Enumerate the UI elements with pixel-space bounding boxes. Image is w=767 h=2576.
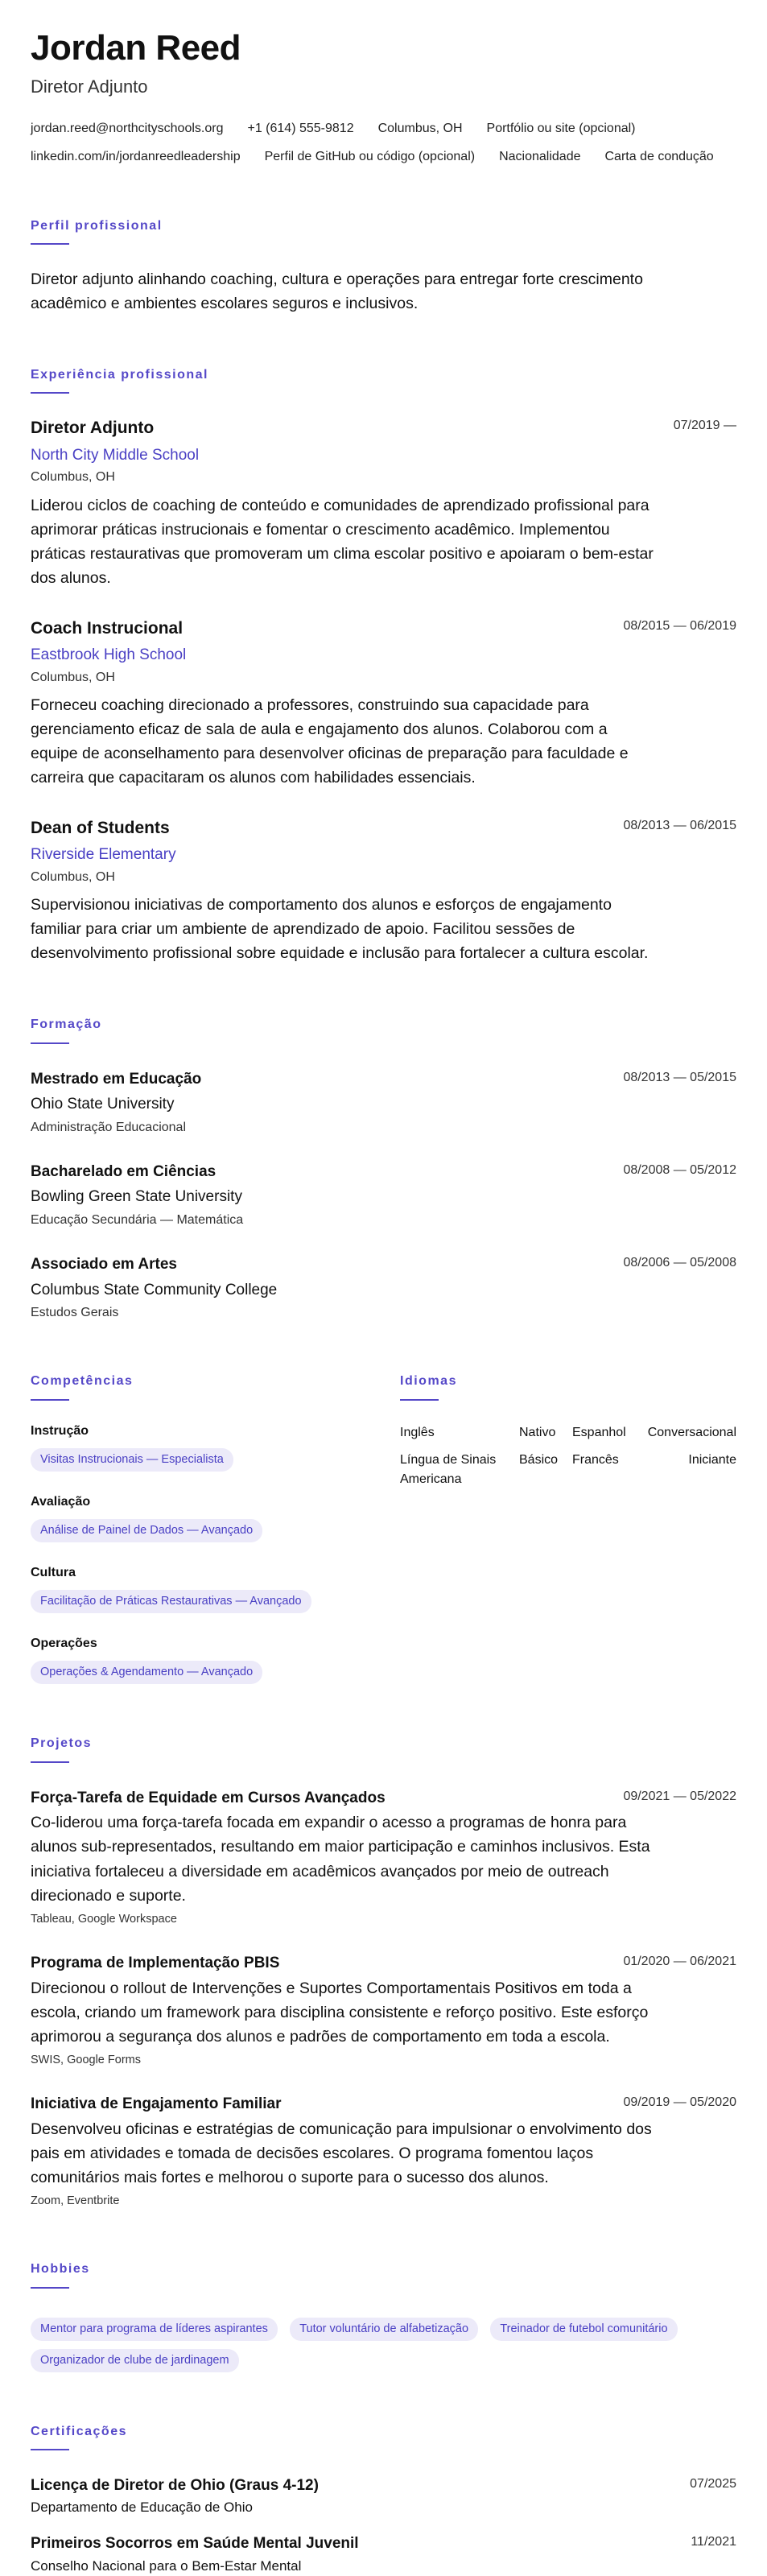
section-divider — [31, 392, 69, 394]
section-title: Perfil profissional — [31, 218, 163, 233]
section-divider — [31, 1042, 69, 1044]
summary-section — [31, 217, 736, 316]
project-name: Iniciativa de Engajamento Familiar — [31, 2095, 282, 2113]
certification-name: Licença de Diretor de Ohio (Graus 4-12) — [31, 2476, 319, 2494]
projects-section — [31, 1734, 736, 2210]
section-divider — [31, 2449, 69, 2450]
resume-header — [31, 29, 736, 167]
candidate-name: Jordan Reed — [31, 28, 241, 68]
experience-summary: Supervisionou iniciativas de comportamento dos alunos e esforços de engajamento familiar para criar um ambiente de aprendizado de apoio. Facilitou sessões de desenvolvimento profissional sobre equidade e inclusão para fortalecer a cultura escolar. — [31, 895, 649, 963]
hobbies-section — [31, 2260, 736, 2372]
project-date: 09/2021 — 05/2022 — [623, 1789, 736, 1803]
skill-keyword: Visitas Instrucionais — Especialista — [31, 1448, 233, 1472]
certification-item — [31, 2533, 736, 2576]
projects-list — [31, 1787, 736, 2211]
skill-name: Operações — [31, 1637, 97, 1651]
project-description: Co-liderou uma força-tarefa focada em expandir o acesso a programas de honra para alunos sub-representados, resultando em maior participação e caminhos inclusivos. Esta iniciativa fortaleceu a diversidade em acadêmicos avançados por meio de outreach direcionado e suporte. — [31, 1814, 650, 1905]
language-fluency: Conversacional — [647, 1425, 736, 1439]
contact-driving-license: Carta de condução — [604, 150, 714, 164]
language-name: Francês — [572, 1452, 619, 1467]
certification-name: Primeiros Socorros em Saúde Mental Juvenil — [31, 2535, 359, 2553]
contact-portfolio[interactable]: Portfólio ou site (opcional) — [486, 122, 636, 136]
certification-issuer: Departamento de Educação de Ohio — [31, 2500, 253, 2516]
certification-date: 11/2021 — [691, 2535, 736, 2549]
experience-date: 07/2019 — — [673, 419, 736, 433]
experience-date: 08/2015 — 06/2019 — [623, 618, 736, 633]
skill-name: Cultura — [31, 1566, 76, 1580]
project-item — [31, 1952, 736, 2069]
language-row — [400, 1451, 736, 1489]
education-section — [31, 1015, 736, 1322]
section-title: Competências — [31, 1374, 134, 1389]
experience-list — [31, 416, 736, 965]
section-title: Certificações — [31, 2424, 127, 2438]
language-fluency: Iniciante — [688, 1452, 736, 1467]
experience-position: Coach Instrucional — [31, 618, 184, 638]
education-area: Estudos Gerais — [31, 1306, 119, 1320]
section-title: Idiomas — [400, 1374, 457, 1389]
skill-name: Instrução — [31, 1423, 89, 1438]
certification-item — [31, 2475, 736, 2518]
education-item — [31, 1068, 736, 1137]
contact-nationality: Nacionalidade — [499, 150, 581, 164]
section-title: Formação — [31, 1018, 102, 1032]
education-list — [31, 1068, 736, 1323]
experience-section — [31, 365, 736, 965]
education-item — [31, 1253, 736, 1322]
languages-table — [400, 1423, 736, 1489]
language-fluency: Básico — [519, 1452, 559, 1467]
hobby-tag: Mentor para programa de líderes aspirantes — [31, 2318, 278, 2341]
project-name: Força-Tarefa de Equidade em Cursos Avançados — [31, 1789, 386, 1806]
skill-group — [31, 1492, 400, 1542]
experience-position: Dean of Students — [31, 818, 170, 837]
experience-item — [31, 816, 736, 966]
language-fluency: Nativo — [519, 1425, 556, 1439]
contact-list — [31, 119, 736, 166]
contact-linkedin[interactable]: linkedin.com/in/jordanreedleadership — [31, 150, 241, 164]
project-item — [31, 2093, 736, 2210]
experience-location: Columbus, OH — [31, 869, 115, 884]
contact-phone[interactable]: +1 (614) 555-9812 — [247, 122, 354, 136]
experience-summary: Forneceu coaching direcionado a professores, construindo sua capacidade para gerenciamento eficaz de sala de aula e engajamento dos alunos. Colaborou com a equipe de aconselhamento para desenvolver oficinas de preparação para faculdade e carreira que capacitaram os alunos com habilidades essenciais. — [31, 696, 629, 787]
section-title: Hobbies — [31, 2262, 90, 2277]
education-area: Administração Educacional — [31, 1120, 186, 1134]
project-description: Direcionou o rollout de Intervenções e Suportes Comportamentais Positivos em toda a escola, criando um framework para disciplina consistente e reforço positivo. Este esforço aprimorou a segurança dos alunos e padrões de comportamento em toda a escola. — [31, 1979, 649, 2046]
project-description: Desenvolveu oficinas e estratégias de comunicação para impulsionar o envolvimento dos pais em atividades e tomada de decisões escolares. O programa fomentou laços comunitários mais fortes e melhorou o suporte para o sucesso dos alunos. — [31, 2120, 652, 2187]
skill-group — [31, 1422, 400, 1472]
contact-email[interactable]: jordan.reed@northcityschools.org — [31, 122, 224, 136]
education-date: 08/2008 — 05/2012 — [623, 1162, 736, 1177]
skills-column — [31, 1372, 400, 1684]
section-divider — [400, 1399, 439, 1401]
education-degree: Mestrado em Educação — [31, 1070, 202, 1088]
education-degree: Associado em Artes — [31, 1256, 177, 1274]
project-keywords: Zoom, Eventbrite — [31, 2194, 120, 2208]
section-divider — [31, 1399, 69, 1401]
section-divider — [31, 243, 69, 245]
hobbies-list — [31, 2310, 736, 2372]
project-name: Programa de Implementação PBIS — [31, 1955, 280, 1972]
project-date: 09/2019 — 05/2020 — [623, 2095, 736, 2110]
contact-location: Columbus, OH — [377, 122, 463, 136]
experience-company: Eastbrook High School — [31, 646, 187, 663]
skill-keyword: Facilitação de Práticas Restaurativas — Avançado — [31, 1590, 311, 1613]
skill-keyword: Operações & Agendamento — Avançado — [31, 1661, 262, 1684]
project-item — [31, 1787, 736, 1928]
certifications-list — [31, 2475, 736, 2576]
experience-position: Diretor Adjunto — [31, 419, 155, 438]
summary-text: Diretor adjunto alinhando coaching, cultura e operações para entregar forte crescimento acadêmico e ambientes escolares seguros e inclusivos. — [31, 270, 643, 313]
education-institution: Columbus State Community College — [31, 1281, 278, 1298]
contact-github[interactable]: Perfil de GitHub ou código (opcional) — [264, 150, 476, 164]
skill-keyword: Análise de Painel de Dados — Avançado — [31, 1519, 262, 1542]
language-row — [400, 1423, 736, 1443]
education-institution: Bowling Green State University — [31, 1188, 242, 1206]
project-keywords: SWIS, Google Forms — [31, 2054, 141, 2067]
experience-location: Columbus, OH — [31, 470, 115, 485]
candidate-headline: Diretor Adjunto — [31, 76, 148, 97]
certifications-section — [31, 2422, 736, 2576]
skill-group — [31, 1563, 400, 1613]
section-divider — [31, 2287, 69, 2289]
experience-summary: Liderou ciclos de coaching de conteúdo e comunidades de aprendizado profissional para aprimorar práticas instrucionais e fomentar o crescimento acadêmico. Implementou práticas restaurativas que promoveram um clima escolar positivo e apoiaram o bem-estar dos alunos. — [31, 496, 654, 588]
certification-date: 07/2025 — [690, 2476, 736, 2491]
experience-location: Columbus, OH — [31, 670, 115, 684]
section-title: Experiência profissional — [31, 368, 208, 382]
experience-item — [31, 617, 736, 791]
education-area: Educação Secundária — Matemática — [31, 1212, 244, 1227]
experience-date: 08/2013 — 06/2015 — [623, 818, 736, 832]
hobby-tag: Tutor voluntário de alfabetização — [290, 2318, 478, 2341]
experience-item — [31, 416, 736, 590]
skill-group — [31, 1634, 400, 1684]
education-date: 08/2013 — 05/2015 — [623, 1070, 736, 1084]
language-name: Língua de Sinais Americana — [400, 1452, 497, 1486]
education-degree: Bacharelado em Ciências — [31, 1162, 216, 1180]
education-institution: Ohio State University — [31, 1096, 175, 1113]
education-date: 08/2006 — 05/2008 — [623, 1256, 736, 1270]
experience-company: North City Middle School — [31, 446, 200, 464]
education-item — [31, 1161, 736, 1229]
languages-column — [400, 1372, 736, 1684]
language-name: Espanhol — [572, 1425, 626, 1439]
language-name: Inglês — [400, 1425, 435, 1439]
hobby-tag: Treinador de futebol comunitário — [490, 2318, 677, 2341]
hobby-tag: Organizador de clube de jardinagem — [31, 2349, 239, 2372]
certification-issuer: Conselho Nacional para o Bem-Estar Mental — [31, 2557, 302, 2574]
section-title: Projetos — [31, 1736, 93, 1751]
skills-languages-section — [31, 1372, 736, 1684]
skill-name: Avaliação — [31, 1494, 91, 1509]
section-divider — [31, 1761, 69, 1763]
project-keywords: Tableau, Google Workspace — [31, 1913, 177, 1926]
experience-company: Riverside Elementary — [31, 846, 176, 863]
project-date: 01/2020 — 06/2021 — [623, 1955, 736, 1969]
